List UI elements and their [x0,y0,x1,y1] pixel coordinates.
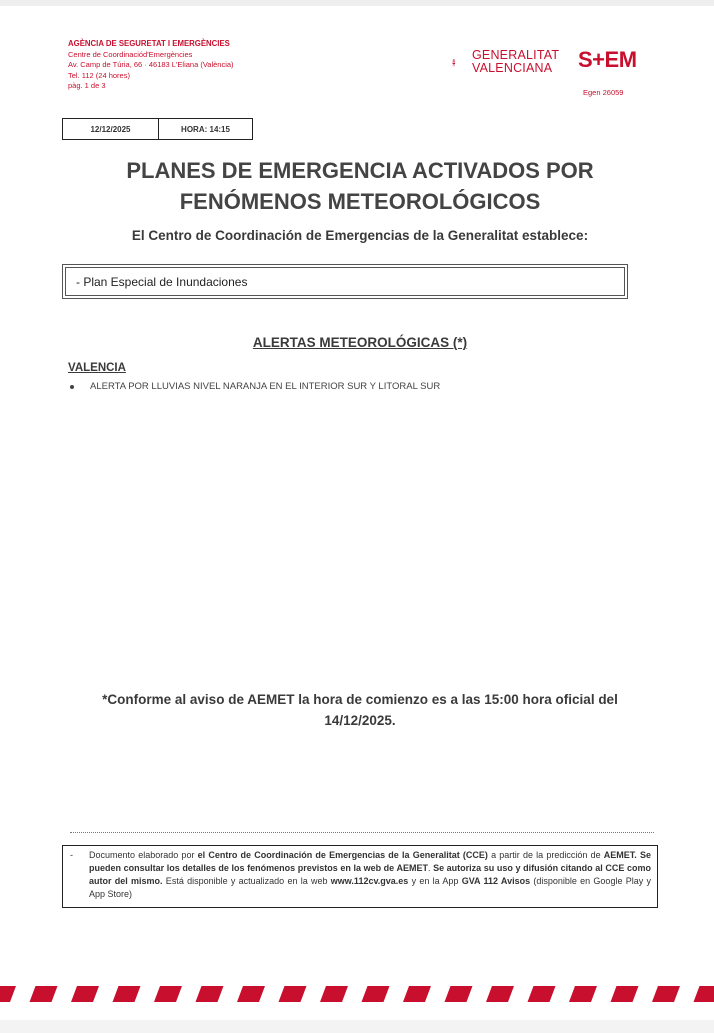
region-heading: VALENCIA [68,362,126,374]
agency-name: AGÈNCIA DE SEGURETAT I EMERGÈNCIES [68,39,230,48]
stripe-segment [652,986,680,1002]
footer-text-3: . [427,863,434,873]
footer-disclaimer [62,845,658,908]
stripe-segment [279,986,307,1002]
footer-bold-3: Se autoriza su uso y difusión citando al CCE como autor del mismo. [89,863,651,886]
time-cell: HORA: 14:15 [181,124,230,134]
alerts-title: ALERTAS METEOROLÓGICAS (*) [252,335,468,350]
gv-line2: VALENCIANA [472,61,553,75]
footer-bold-1: el Centro de Coordinación de Emergencias de la Generalitat (CCE) [197,850,488,860]
stripe-segment [611,986,639,1002]
date-cell: 12/12/2025 [63,119,159,139]
red-stripe-border [0,983,714,1005]
egen-code: Egen 26059 [583,88,624,97]
footer-bold-2: AEMET. Se pueden consultar los detalles de los fenómenos previstos en la web de AEMET [89,850,651,873]
footer-website-link[interactable]: www.112cv.gva.es [330,876,409,886]
stripe-segment [237,986,265,1002]
stripe-segment [196,986,224,1002]
sem-logo: S+EM [578,47,637,72]
list-item [68,381,440,392]
stripe-segment [320,986,348,1002]
dotted-divider [70,832,654,833]
agency-phone: Tel. 112 (24 hores) [68,70,130,80]
footer-text-2: a partir de la predicción de [487,850,604,860]
stripe-segment [528,986,556,1002]
stripe-segment [71,986,99,1002]
title-line-1: PLANES DE EMERGENCIA ACTIVADOS POR [126,158,594,183]
footer-text-6: (disponible en Google Play y App Store) [89,876,651,899]
stripe-segment [569,986,597,1002]
generalitat-shield-icon [452,40,472,86]
subtitle: El Centro de Coordinación de Emergencias de la Generalitat establece: [131,228,589,243]
stripe-segment [154,986,182,1002]
title-line-2: FENÓMENOS METEOROLÓGICOS [179,189,541,214]
page-info: pàg. 1 de 3 [68,81,106,90]
footer-app-name: GVA 112 Avisos [461,876,531,886]
footer-text-5: y en la App [408,876,462,886]
conforme-line-1: *Conforme al aviso de AEMET la hora de comienzo es a las 15:00 hora oficial del [102,692,618,707]
gv-line1: GENERALITAT [472,48,560,62]
stripe-segment [486,986,514,1002]
stripe-segment [0,986,16,1002]
bullet-icon [70,385,74,389]
generalitat-wordmark [472,49,559,75]
footer-text-1: Documento elaborado por [89,850,198,860]
agency-header [68,39,234,92]
footer-text-4: Está disponible y actualizado en la web [162,876,331,886]
stripe-segment [403,986,431,1002]
agency-address: Av. Camp de Túria, 66 · 46183 L'Eliana (València) [68,60,234,69]
stripe-segment [362,986,390,1002]
plan-text: - Plan Especial de Inundaciones [65,267,625,296]
datetime-box [62,118,253,140]
plan-box [62,264,628,299]
stripe-segment [445,986,473,1002]
stripe-segment [30,986,58,1002]
footer-dash: - [70,850,73,860]
stripe-segment [113,986,141,1002]
stripe-segment [694,986,714,1002]
conforme-line-2: 14/12/2025. [324,713,396,728]
top-band [0,0,714,6]
alert-text: ALERTA POR LLUVIAS NIVEL NARANJA EN EL INTERIOR SUR Y LITORAL SUR [90,381,441,392]
conforme-note [60,689,660,731]
agency-center: Centre de Coordinaciód'Emergències [68,49,193,59]
page-title [60,155,660,217]
